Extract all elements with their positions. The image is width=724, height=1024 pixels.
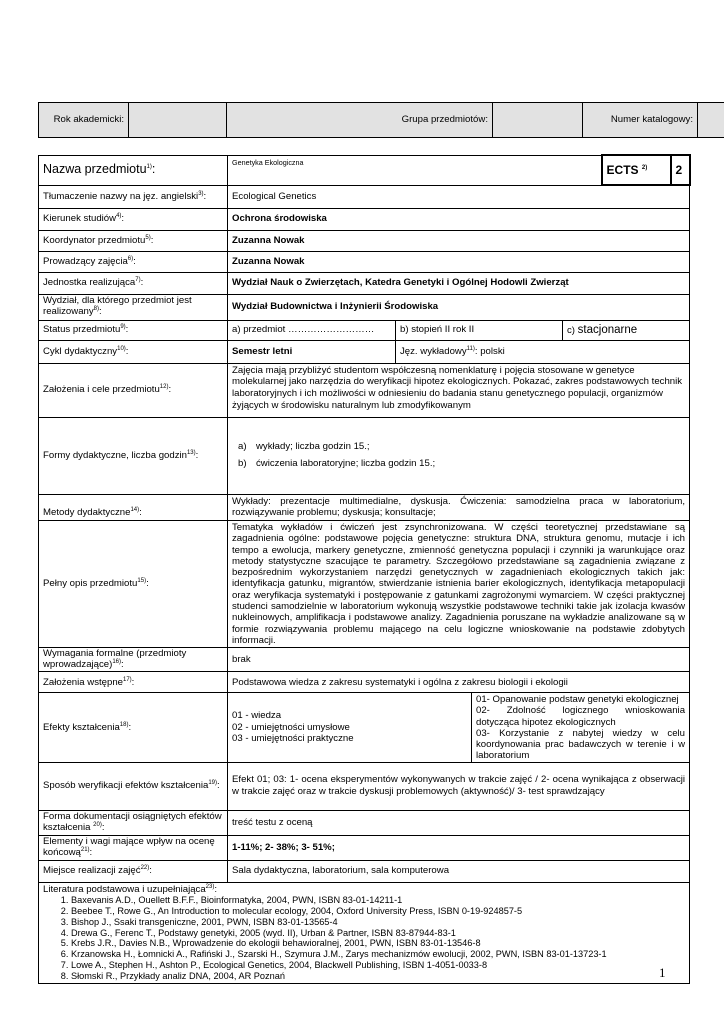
literature-label: Literatura podstawowa i uzupełniająca$^{23)}$: — [43, 883, 218, 895]
instructor-row — [39, 251, 690, 272]
status-row — [39, 320, 690, 340]
status-label: Status przedmiotu$^{9)}$: — [39, 320, 228, 340]
literature-item: 5. Krebs J.R., Davies N.B., Wprowadzenie do ekologii behawioralnej, 2001, PWN, ISBN 83-01-13546-8 — [71, 938, 685, 949]
course-name-row — [39, 155, 690, 185]
location-row — [39, 860, 690, 882]
outcome-category: 03 - umiejętności praktyczne — [232, 733, 354, 745]
forms-label: Formy dydaktyczne, liczba godzin$^{13)}$: — [39, 417, 228, 494]
literature-item: 1. Baxevanis A.D., Ouellett B.F.F., Bioinformatyka, 2004, PWN, ISBN 83-01-14211-1 — [71, 895, 685, 906]
verification-label: Sposób weryfikacji efektów kształcenia$^{19)}$: — [39, 762, 228, 810]
grading-value: 1-11%; 2- 38%; 3- 51%; — [228, 835, 690, 860]
requirements-label: Wymagania formalne (przedmioty wprowadzające)$^{16)}$: — [39, 648, 228, 672]
literature-item: 7. Lowe A., Stephen H., Ashton P., Ecological Genetics, 2004, Blackwell Publishing, ISBN 1-4051-0033-8 — [71, 960, 685, 971]
description-label: Pełny opis przedmiotu$^{15)}$: — [39, 520, 228, 647]
aims-label: Założenia i cele przedmiotu$^{12)}$: — [39, 363, 228, 417]
language-value: Jęz. wykładowy$^{11)}$: polski — [396, 340, 690, 363]
rok-akademicki-value[interactable] — [129, 103, 227, 138]
cycle-value: Semestr letni — [228, 340, 396, 363]
literature-cell — [39, 882, 690, 984]
outcome-category: 02 - umiejętności umysłowe — [232, 721, 350, 733]
unit-label: Jednostka realizująca$^{7)}$: — [39, 272, 228, 294]
literature-item: 6. Krzanowska H., Łomnicki A., Rafiński J., Szarski H., Szymura J.M., Zarys mechanizmów ewolucji, 2002, PWN, ISBN 83-01-13723-1 — [71, 949, 685, 960]
course-name-label: Nazwa przedmiotu$^{1)}$: — [39, 155, 228, 185]
prerequisites-row — [39, 672, 690, 693]
instructor-label: Prowadzący zajęcia$^{6)}$: — [39, 251, 228, 272]
forms-item-labs: b) ćwiczenia laboratoryjne; liczba godzin 15.; — [238, 458, 436, 469]
numer-katalogowy-value[interactable] — [698, 103, 724, 138]
location-value: Sala dydaktyczna, laboratorium, sala komputerowa — [228, 860, 690, 882]
coordinator-value: Zuzanna Nowak — [228, 230, 690, 251]
outcomes-details — [472, 693, 690, 762]
english-name-value: Ecological Genetics — [228, 185, 690, 208]
documentation-value: treść testu z oceną — [228, 810, 690, 835]
description-value: Tematyka wykładów i ćwiczeń jest zsynchronizowana. W części teoretycznej przedstawiane są zagadnienia ogólne: podstawowe pojęcia genetyczne: struktura DNA, struktura genomu, mutacje i ich tempo a ewolucja, markery genetyczne, zmienność genetyczna populacji i czynniki ja warunkujące oraz metody statystyczne szacujące te parametry. Szczegółowo przedstawiane są zagadnienia związane z bezpośrednim wykorzystaniem narzędzi genetycznych w zagadnieniach ekologicznych takich jak: identyfikacja gatunku, migrantów, stwierdzanie istnienia barier ekologicznych, identyfikacja metapopulacji oraz weryfikacja systematyki i postępowanie z gatunkami zagrożonymi wymarciem. W części praktycznej studenci samodzielnie w laboratorium wykonują wszystkie podstawowe techniki takie jak izolacja kwasów nukleinowych, amplifikacja i podstawowe analizy. Zagadnienia poruszane na wykładzie analizowane są w formie rozwiązywania problemu mającego na celu logiczne wnioskowanie na podstawie zdobytych informacji. — [228, 520, 690, 647]
methods-value: Wykłady: prezentacje multimedialne, dyskusja. Ćwiczenia: samodzielna praca w laboratorium, rozwiązywanie problemu; dyskusja; konsultacje; — [228, 494, 690, 520]
grupa-przedmiotow-value[interactable] — [493, 103, 583, 138]
faculty-label: Wydział, dla którego przedmiot jest realizowany$^{8)}$: — [39, 294, 228, 320]
aims-value: Zajęcia mają przybliżyć studentom współczesną nomenklaturę i pojęcia stosowane w genetyce molekularnej jako narzędzia do weryfikacji hipotez ekologicznych. Pokazać, zakres podstawowych technik laboratoryjnych i ich możliwości w odniesieniu do badania stanu genetycznego populacji, organizmów żyjących w środowisku naturalnym lub zmodyfikowanym — [228, 363, 690, 417]
forms-item-lectures: a) wykłady; liczba godzin 15.; — [238, 441, 370, 453]
literature-item: 4. Drewa G., Ferenc T., Podstawy genetyki, 2005 (wyd. II), Urban & Partner, ISBN 83-87944-83-1 — [71, 928, 685, 939]
location-label: Miejsce realizacji zajęć$^{22)}$: — [39, 860, 228, 882]
syllabus-table — [38, 154, 691, 984]
aims-row — [39, 363, 690, 417]
outcomes-row — [39, 693, 690, 762]
verification-value: Efekt 01; 03: 1- ocena eksperymentów wykonywanych w trakcie zajęć / 2- ocena wynikająca z obserwacji w trakcie zajęć oraz w trakcie dyskusji problemowych (aktywność)/ 3- test sprawdzający — [228, 762, 690, 810]
outcome-detail: 01- Opanowanie podstaw genetyki ekologicznej — [476, 694, 679, 706]
cycle-label: Cykl dydaktyczny$^{10)}$: — [39, 340, 228, 363]
english-name-row — [39, 185, 690, 208]
unit-row — [39, 272, 690, 294]
unit-value: Wydział Nauk o Zwierzętach, Katedra Genetyki i Ogólnej Hodowli Zwierząt — [228, 272, 690, 294]
outcomes-categories — [228, 693, 472, 762]
ects-value: 2 — [671, 155, 690, 185]
methods-row — [39, 494, 690, 520]
grupa-przedmiotow-label: Grupa przedmiotów: — [227, 103, 493, 138]
literature-row — [39, 882, 690, 984]
grading-label: Elementy i wagi mające wpływ na ocenę końcową$^{21)}$: — [39, 835, 228, 860]
documentation-row — [39, 810, 690, 835]
description-row — [39, 520, 690, 647]
outcome-category: 01 - wiedza — [232, 709, 282, 721]
requirements-value: brak — [228, 648, 690, 672]
field-of-study-label: Kierunek studiów$^{4)}$: — [39, 208, 228, 230]
course-name-value: Genetyka Ekologiczna — [228, 155, 602, 185]
ects-label: ECTS $^{2)}$ — [602, 155, 671, 185]
literature-list — [43, 895, 685, 981]
faculty-value: Wydział Budownictwa i Inżynierii Środowiska — [228, 294, 690, 320]
field-of-study-value: Ochrona środowiska — [228, 208, 690, 230]
outcome-detail: 02- Zdolność logicznego wnioskowania dotycząca hipotez ekologicznych — [476, 705, 686, 728]
methods-label: Metody dydaktyczne$^{14)}$: — [39, 494, 228, 520]
verification-row — [39, 762, 690, 810]
coordinator-label: Koordynator przedmiotu$^{5)}$: — [39, 230, 228, 251]
documentation-label: Forma dokumentacji osiągniętych efektów kształcenia $^{20)}$: — [39, 810, 228, 835]
literature-item: 3. Bishop J., Ssaki transgeniczne, 2001, PWN, ISBN 83-01-13565-4 — [71, 917, 685, 928]
coordinator-row — [39, 230, 690, 251]
faculty-row — [39, 294, 690, 320]
requirements-row — [39, 648, 690, 672]
forms-row — [39, 417, 690, 494]
english-name-label: Tłumaczenie nazwy na jęz. angielski$^{3)}$: — [39, 185, 228, 208]
numer-katalogowy-label: Numer katalogowy: — [583, 103, 698, 138]
field-of-study-row — [39, 208, 690, 230]
literature-item: 8. Słomski R., Przykłady analiz DNA, 2004, AR Poznań — [71, 971, 685, 982]
outcome-detail: 03- Korzystanie z nabytej wiedzy w celu koordynowania prac badawczych w terenie i w laboratorium — [476, 727, 686, 761]
forms-value — [228, 417, 690, 494]
prerequisites-label: Założenia wstępne$^{17)}$: — [39, 672, 228, 693]
page-number: 1 — [659, 965, 666, 980]
outcomes-label: Efekty kształcenia$^{18)}$: — [39, 693, 228, 762]
rok-akademicki-label: Rok akademicki: — [39, 103, 129, 138]
literature-item: 2. Beebee T., Rowe G., An Introduction to molecular ecology, 2004, Oxford University Press, ISBN 0-19-924857-5 — [71, 906, 685, 917]
cycle-row — [39, 340, 690, 363]
status-degree: b) stopień II rok II — [396, 320, 563, 340]
instructor-value: Zuzanna Nowak — [228, 251, 690, 272]
catalog-header-table — [38, 102, 724, 138]
status-mode: c) stacjonarne — [563, 320, 690, 340]
grading-row — [39, 835, 690, 860]
status-subject: a) przedmiot ……………………… — [228, 320, 396, 340]
prerequisites-value: Podstawowa wiedza z zakresu systematyki i ogólna z zakresu biologii i ekologii — [228, 672, 690, 693]
